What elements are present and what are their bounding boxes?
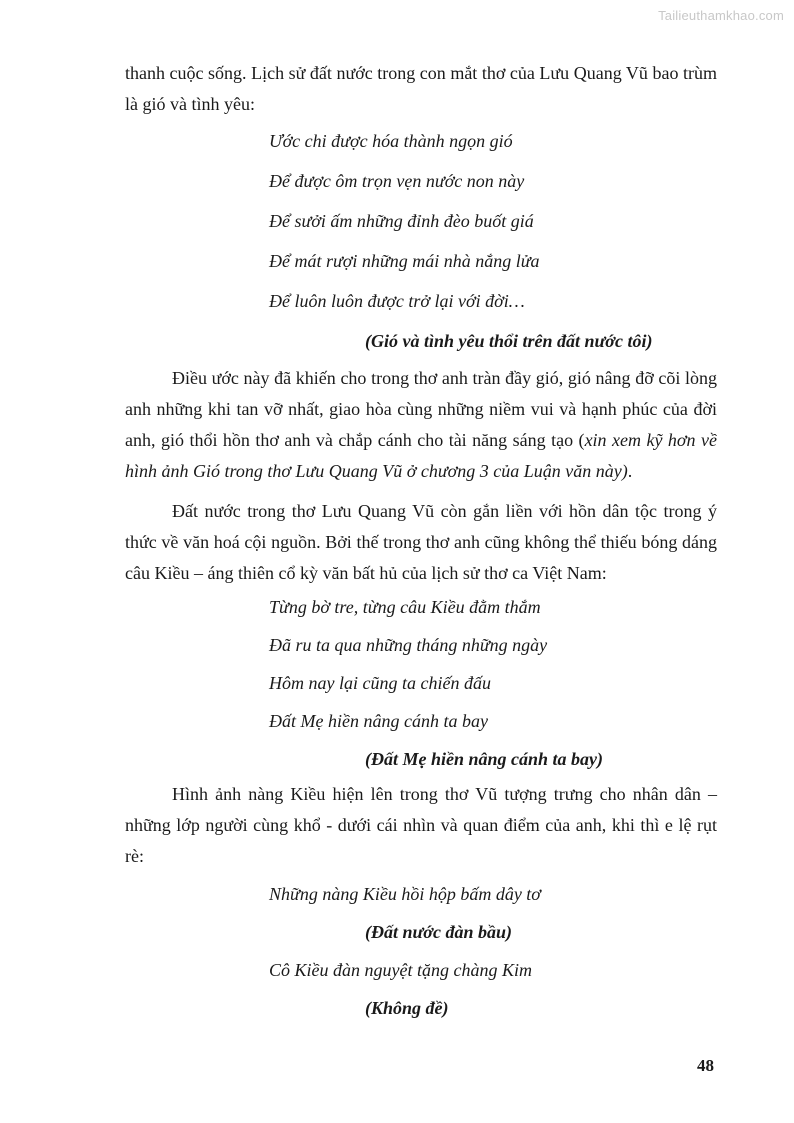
poem-line: Đất Mẹ hiền nâng cánh ta bay <box>269 711 488 731</box>
poem-source: (Đất nước đàn bầu) <box>365 922 512 942</box>
poem-line: Những nàng Kiều hồi hộp bấm dây tơ <box>269 884 541 904</box>
poem-source: (Đất Mẹ hiền nâng cánh ta bay) <box>365 749 604 769</box>
poem-line: Để được ôm trọn vẹn nước non này <box>269 171 525 191</box>
poem-source: (Không đề) <box>365 998 449 1018</box>
poem-block-4 <box>125 958 717 1026</box>
poem-source: (Gió và tình yêu thổi trên đất nước tôi) <box>365 331 653 351</box>
paragraph-text: Điều ước này đã khiến cho trong thơ anh tràn đầy gió, gió nâng đỡ cõi lòng anh những khi tan vỡ nhất, giao hòa cùng những niềm vui và hạnh phúc của đời anh, gió thổi hồn thơ anh và chắp cánh cho tài năng sáng tạo ( <box>125 368 717 450</box>
poem-line: Từng bờ tre, từng câu Kiều đằm thắm <box>269 597 541 617</box>
poem-line: Để sưởi ấm những đỉnh đèo buốt giá <box>269 211 534 231</box>
poem-line: Ước chi được hóa thành ngọn gió <box>269 131 513 151</box>
poem-line: Hôm nay lại cũng ta chiến đấu <box>269 673 491 693</box>
paragraph-nation: Đất nước trong thơ Lưu Quang Vũ còn gắn liền với hồn dân tộc trong ý thức về văn hoá cội nguồn. Bởi thế trong thơ anh cũng không thể thiếu bóng dáng câu Kiều – áng thiên cổ kỳ văn bất hủ của lịch sử thơ ca Việt Nam: <box>125 501 717 583</box>
poem-line: Để mát rượi những mái nhà nắng lửa <box>269 251 540 271</box>
page-number: 48 <box>697 1056 714 1075</box>
poem-block-2 <box>125 595 717 777</box>
paragraph-intro: thanh cuộc sống. Lịch sử đất nước trong con mắt thơ của Lưu Quang Vũ bao trùm là gió và tình yêu: <box>125 63 717 114</box>
poem-block-3 <box>125 882 717 958</box>
watermark: Tailieuthamkhao.com <box>658 8 784 23</box>
paragraph-italic-note: xin xem kỹ hơn về hình ảnh Gió trong thơ Lưu Quang Vũ ở chương 3 của Luận văn này) <box>125 430 717 481</box>
document-page <box>125 58 717 1026</box>
poem-line: Cô Kiều đàn nguyệt tặng chàng Kim <box>269 960 532 980</box>
paragraph-kieu: Hình ảnh nàng Kiều hiện lên trong thơ Vũ tượng trưng cho nhân dân – những lớp người cùng khổ - dưới cái nhìn và quan điểm của anh, khi thì e lệ rụt rè: <box>125 784 717 866</box>
paragraph-wind <box>125 363 717 487</box>
paragraph-text-end: . <box>627 461 633 481</box>
poem-line: Đã ru ta qua những tháng những ngày <box>269 635 548 655</box>
poem-line: Để luôn luôn được trở lại với đời… <box>269 291 525 311</box>
poem-block-1 <box>125 129 717 363</box>
